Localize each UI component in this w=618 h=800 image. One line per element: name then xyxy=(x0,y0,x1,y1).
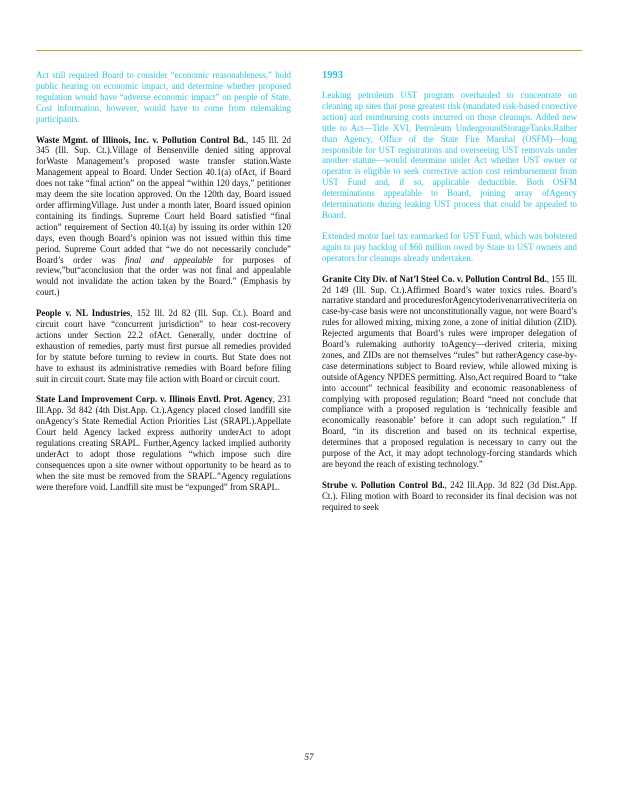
header-rule xyxy=(36,50,582,51)
case-entry xyxy=(36,135,291,299)
case-name: State Land Improvement Corp. v. Illinois Envtl. Prot. Agency xyxy=(36,394,273,405)
case-name: Strube v. Pollution Control Bd. xyxy=(322,479,445,490)
year-heading: 1993 xyxy=(322,70,343,81)
case-name: Waste Mgmt. of Illinois, Inc. v. Pollution Control Bd. xyxy=(36,134,246,145)
case-text: , 155 Ill. 2d 149 (Ill. Sup. Ct.).Affirmed Board’s water toxics rules. Board’s narrative standard and proceduresforAgencytoderivenarrativecriteria on case-by-case basis were not unconstitutionally vague, nor were Board’s rules for allowed mixing, mixing zone, a zone of initial dilution (ZID). Rejected arguments that Board’s rules were improper delegation of Board’s rulemaking authority toAgency—derived criteria, mixing zones, and ZIDs are not themselves “rules” but ratherAgency case-by-case determinations subject to Board review, while allowed mixing is outside ofAgency NPDES permitting. Also,Act required Board to “take into account” technical feasibility and economic reasonableness of complying with proposed regulation; Board “need not conclude that compliance with a proposed regulation is ‘technically feasible and economically reasonable’ before it can adopt such regulation.” If Board, “in its discretion and based on its technical expertise, determines that a proposed regulation is necessary to carry out the purpose of the Act, it may adopt technology-forcing standards which are beyond the reach of existing technology.” xyxy=(322,273,577,469)
case-name: People v. NL Industries xyxy=(36,308,131,319)
case-text: for purposes of review,”but“aconclusion that the order was not final and appealable would not invalidate the action taken by the Board.” (Emphasis by court.) xyxy=(36,254,291,298)
case-name: Granite City Div. of Nat’l Steel Co. v. Pollution Control Bd. xyxy=(322,273,547,284)
case-entry xyxy=(36,394,291,492)
right-column xyxy=(322,70,577,523)
case-entry xyxy=(322,480,577,513)
paragraph: Leaking petroleum UST program overhauled to concentrate on cleaning up sites that pose greatest risk (mandated risk-based corrective action) and reimbursing costs incurred on those cleanups. Added new title to Act—Title XVI, Petroleum UndergroundStorageTanks.Rather than Agency, Office of the State Fire Marshal (OSFM)—long responsible for UST registrations and overseeing UST removals under another statute—would determine under Act whether UST owner or operator is eligible to seek corrective action cost reimbursement from UST Fund and, if so, applicable deductible. Both OSFM determinations appealable to Board, joining array ofAgency determinations during leaking UST process that could be appealed to Board. xyxy=(322,90,577,220)
case-entry xyxy=(322,274,577,470)
case-text: , 231 Ill.App. 3d 842 (4th Dist.App. Ct.).Agency placed closed landfill site onAgency’s State Remedial Action Priorities List (SRAPL).Appellate Court held Agency lacked express authority underAct to adopt regulations creating SRAPL. Further,Agency lacked implied authority underAct to adopt those regulations “which impose such dire consequences upon a site owner without opportunity to be heard as to when the site must be removed from the SRAPL.”Agency regulations were therefore void. Landfill site must be “expunged” from SRAPL. xyxy=(36,394,292,492)
case-text: , 152 Ill. 2d 82 (Ill. Sup. Ct.). Board and circuit court have “concurrent jurisdiction” to hear cost-recovery actions under Section 22.2 ofAct. Generally, under doctrine of exhaustion of remedies, party must first pursue all remedies provided for by statute before turning to review in courts. But State does not have to exhaust its administrative remedies with Board before filing suit in circuit court. State may file action with Board or circuit court. xyxy=(36,308,291,384)
case-text: , 242 Ill.App. 3d 822 (3d Dist.App. Ct.). Filing motion with Board to reconsider its final decision was not required to seek xyxy=(322,479,577,512)
left-column xyxy=(36,70,291,503)
case-text: , 145 Ill. 2d 345 (Ill. Sup. Ct.).Village of Bensenville denied siting approval forWaste Management’s proposed waste transfer station.Waste Management appeal to Board. Under Section 40.1(a) ofAct, if Board does not take “final action” on the appeal “within 120 days,” petitioner may deem the site location approved. On the 120th day, Board issued order affirmingVillage. Just under a month later, Board issued opinion containing its findings. Supreme Court held Board satisfied “final action” requirement of Section 40.1(a) by issuing its order within 120 days, even though Board’s opinion was not issued within this time period. Supreme Court added that “we do not necessarily conclude” Board’s order was xyxy=(36,134,291,265)
case-entry xyxy=(36,308,291,384)
emphasized-text: final and appealable xyxy=(124,254,213,265)
paragraph: Extended motor fuel tax earmarked for UST Fund, which was bolstered again to pay backlog of $60 million owed by State to UST owners and operators for cleanups already undertaken. xyxy=(322,230,577,263)
page-number: 57 xyxy=(304,752,314,762)
paragraph: Act still required Board to consider “economic reasonableness,” hold public hearing on economic impact, and determine whether proposed regulation would have “adverse economic impact” on people of State. Cost information, however, would have to come from rulemaking participants. xyxy=(36,70,291,124)
